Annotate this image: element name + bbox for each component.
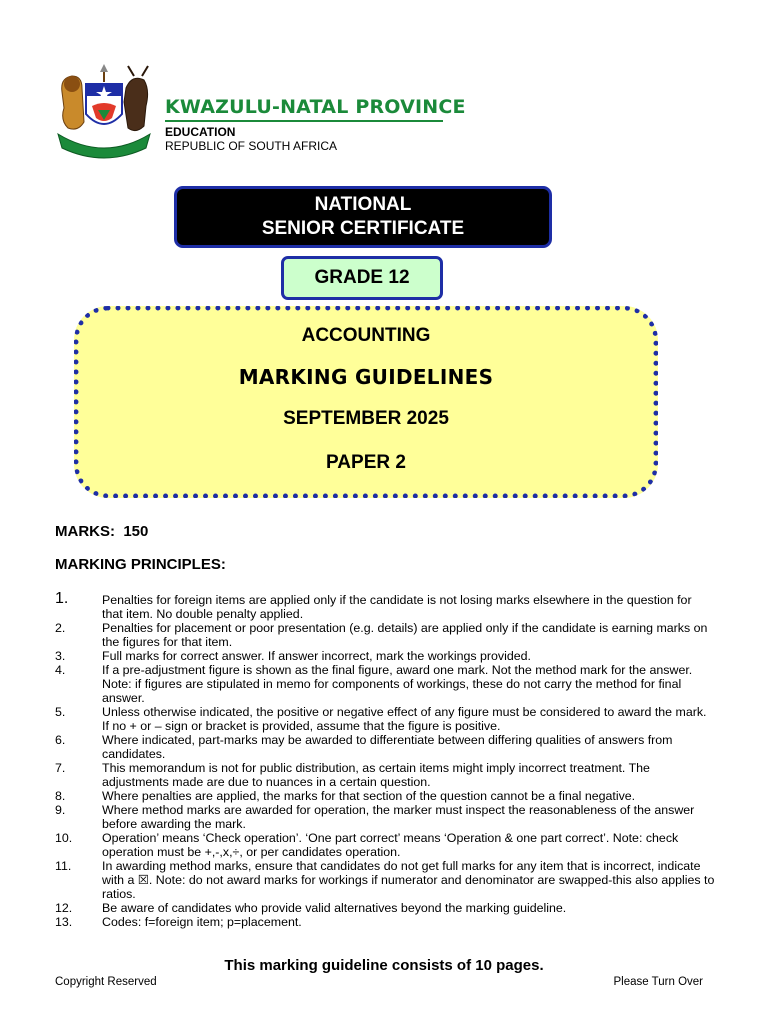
list-item <box>55 705 715 733</box>
item-text: Unless otherwise indicated, the positive or negative effect of any figure must be considered to award the mark. If no + or – sign or bracket is provided, assume that the figure is positive. <box>102 705 707 733</box>
item-number: 6. <box>55 733 66 747</box>
item-text: Where method marks are awarded for operation, the marker must inspect the reasonableness of the answer before awarding the mark. <box>102 803 695 831</box>
department-name: EDUCATION <box>165 125 236 139</box>
item-text: If a pre-adjustment figure is shown as the final figure, award one mark. Not the method mark for the answer. Note: if figures are stipulated in memo for components of workings, these do not carry the method for final answer. <box>102 663 693 705</box>
department-logo <box>52 62 466 160</box>
list-item <box>55 590 715 621</box>
list-item <box>55 663 715 705</box>
item-text: Where penalties are applied, the marks for that section of the question cannot be a final negative. <box>102 789 636 803</box>
item-number: 2. <box>55 621 66 635</box>
item-number: 4. <box>55 663 66 677</box>
list-item <box>55 761 715 789</box>
nsc-title-box <box>174 186 552 248</box>
item-number: 13. <box>55 915 73 929</box>
item-number: 9. <box>55 803 66 817</box>
item-text <box>102 859 715 901</box>
item-text-line: In awarding method marks, ensure that candidates do not get full marks for any item that is incorrect, indicate <box>102 859 701 873</box>
item-number: 12. <box>55 901 73 915</box>
item-number: 5. <box>55 705 66 719</box>
header-divider <box>165 120 443 122</box>
list-item <box>55 803 715 831</box>
list-item <box>55 649 715 663</box>
item-text: Penalties for foreign items are applied only if the candidate is not losing marks elsewhere in the question for that item. No double penalty applied. <box>102 593 692 621</box>
total-marks: MARKS: 150 <box>55 523 149 540</box>
item-number: 8. <box>55 789 66 803</box>
page-count-note: This marking guideline consists of 10 pages. <box>224 957 544 974</box>
province-name: KWAZULU-NATAL PROVINCE <box>165 96 466 118</box>
list-item <box>55 915 715 929</box>
exam-date: SEPTEMBER 2025 <box>283 408 449 429</box>
nsc-line-1: NATIONAL <box>314 194 412 215</box>
item-text: Be aware of candidates who provide valid alternatives beyond the marking guideline. <box>102 901 567 915</box>
country-name: REPUBLIC OF SOUTH AFRICA <box>165 139 338 153</box>
principles-list <box>55 590 715 929</box>
item-number: 11. <box>55 859 72 873</box>
item-text: Full marks for correct answer. If answer incorrect, mark the workings provided. <box>102 649 531 663</box>
coat-of-arms-icon <box>52 62 156 160</box>
item-number: 7. <box>55 761 66 775</box>
principles-heading: MARKING PRINCIPLES: <box>55 556 226 573</box>
list-item <box>55 859 715 901</box>
list-item <box>55 789 715 803</box>
turn-over-text: Please Turn Over <box>613 976 703 988</box>
copyright-text: Copyright Reserved <box>55 976 157 988</box>
item-text: Where indicated, part-marks may be awarded to differentiate between differing qualities of answers from candidates. <box>102 733 673 761</box>
list-item <box>55 733 715 761</box>
grade-box: GRADE 12 <box>281 256 443 300</box>
item-number: 3. <box>55 649 66 663</box>
subject-box <box>74 306 658 498</box>
document-type: MARKING GUIDELINES <box>238 365 494 389</box>
list-item <box>55 621 715 649</box>
item-text: This memorandum is not for public distribution, as certain items might imply incorrect treatment. The adjustments made are due to nuances in a certain question. <box>102 761 650 789</box>
item-text-line: with a ☒. Note: do not award marks for workings if numerator and denominator are swapped-this also applies to ratios. <box>102 873 715 901</box>
item-text: Penalties for placement or poor presentation (e.g. details) are applied only if the candidate is earning marks on the figures for that item. <box>102 621 708 649</box>
item-number: 10. <box>55 831 73 845</box>
nsc-line-2: SENIOR CERTIFICATE <box>261 218 465 239</box>
list-item <box>55 901 715 915</box>
item-text: Codes: f=foreign item; p=placement. <box>102 915 302 929</box>
paper-number: PAPER 2 <box>326 452 406 473</box>
item-number: 1. <box>55 590 69 607</box>
subject-name: ACCOUNTING <box>301 325 431 346</box>
list-item <box>55 831 715 859</box>
item-text: Operation’ means ‘Check operation’. ‘One part correct’ means ‘Operation & one part correct’. Note: check operation must be +,-,x,÷, or per candidates operation. <box>102 831 679 859</box>
